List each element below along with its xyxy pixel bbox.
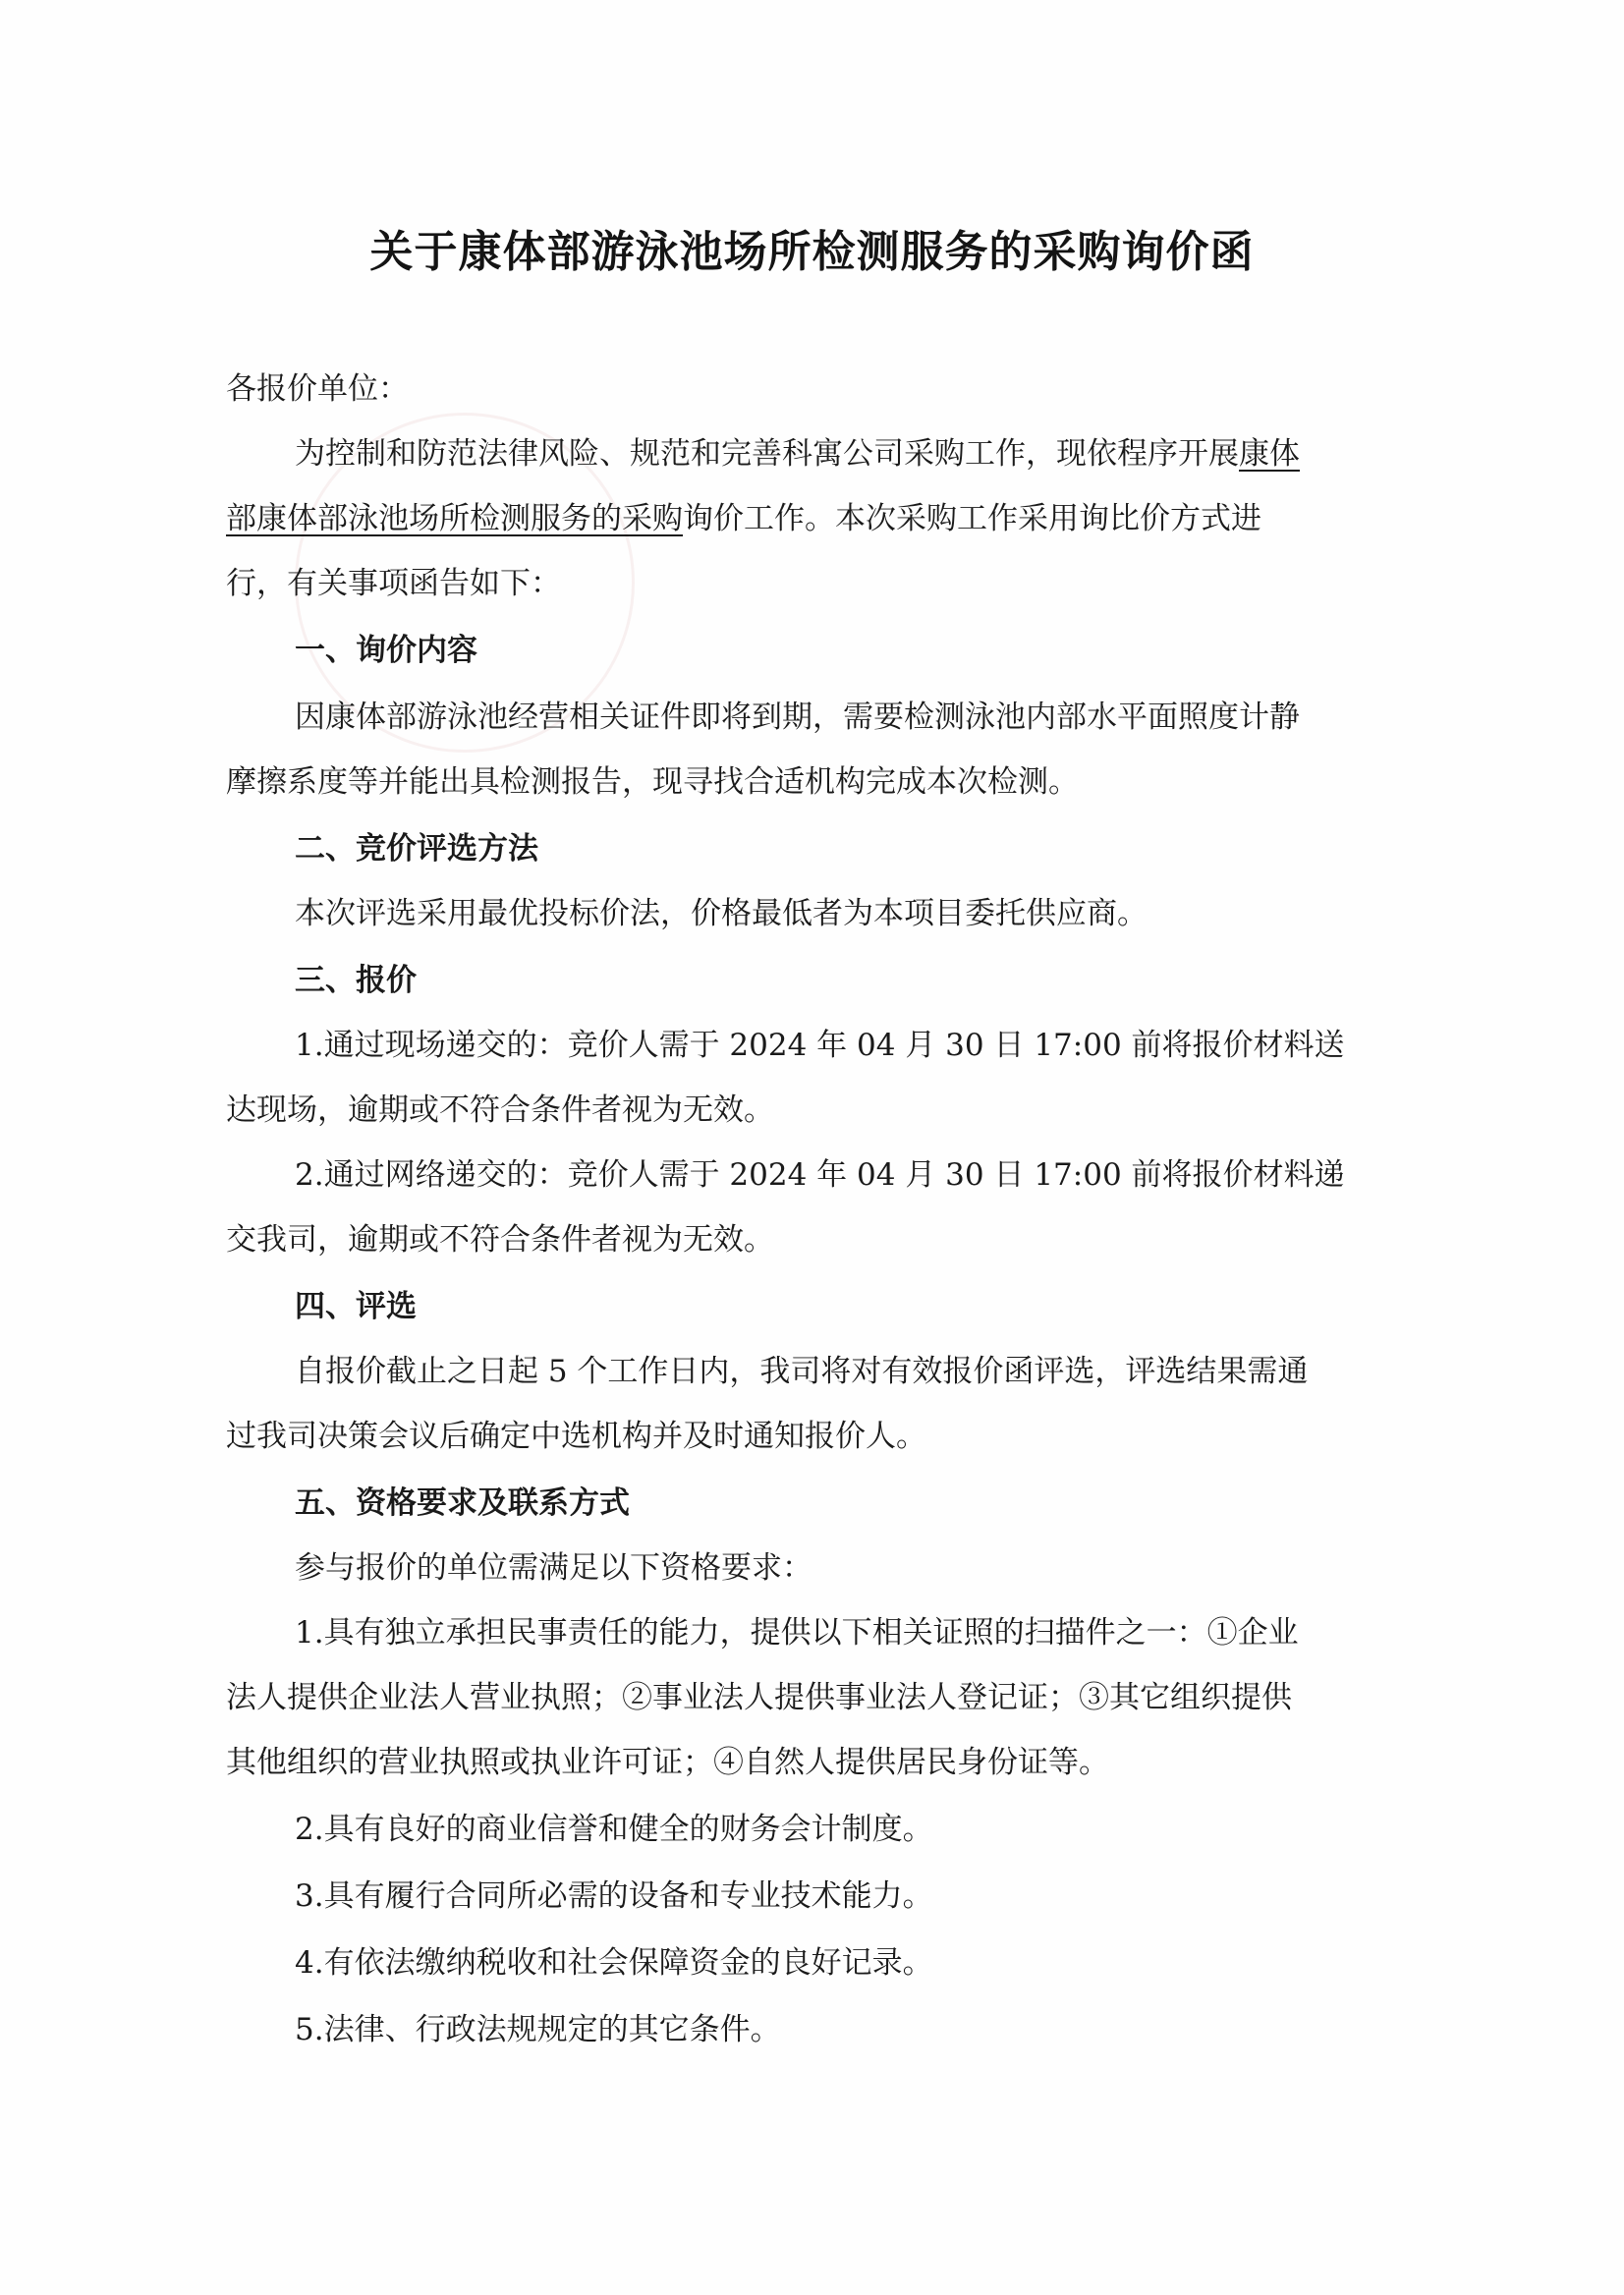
list-item-line: 交我司，逾期或不符合条件者视为无效。 [226,1222,774,1258]
list-item-line: 法人提供企业法人营业执照；②事业法人提供事业法人登记证；③其它组织提供 [226,1680,1292,1715]
list-item-line: 2.具有良好的商业信誉和健全的财务会计制度。 [295,1812,933,1847]
list-item-line: 1.通过现场递交的：竞价人需于 2024 年 04 月 30 日 17:00 前将报价材料送 [295,1028,1345,1063]
paragraph-line: 过我司决策会议后确定中选机构并及时通知报价人。 [226,1419,926,1454]
intro-text: 询价工作。本次采购工作采用询比价方式进 [683,501,1261,536]
list-item-line: 3.具有履行合同所必需的设备和专业技术能力。 [295,1878,933,1914]
list-item-line: 其他组织的营业执照或执业许可证；④自然人提供居民身份证等。 [226,1745,1109,1780]
section-heading-quotation: 三、报价 [295,963,417,998]
paragraph-line: 本次评选采用最优投标价法，价格最低者为本项目委托供应商。 [295,896,1148,931]
paragraph-line: 因康体部游泳池经营相关证件即将到期，需要检测泳池内部水平面照度计静 [295,700,1300,735]
project-name-underlined: 康体 [1239,436,1300,472]
list-item-line: 1.具有独立承担民事责任的能力，提供以下相关证照的扫描件之一：①企业 [295,1615,1299,1651]
section-heading-selection: 四、评选 [295,1289,417,1324]
list-item-line: 5.法律、行政法规规定的其它条件。 [295,2012,781,2047]
paragraph-line: 参与报价的单位需满足以下资格要求： [295,1550,812,1586]
section-heading-evaluation-method: 二、竞价评选方法 [295,831,538,867]
section-heading-inquiry: 一、询价内容 [295,633,477,668]
section-heading-qualifications: 五、资格要求及联系方式 [295,1485,630,1521]
list-item-line: 4.有依法缴纳税收和社会保障资金的良好记录。 [295,1945,933,1981]
paragraph-line: 摩擦系度等并能出具检测报告，现寻找合适机构完成本次检测。 [226,764,1079,800]
project-name-underlined: 部康体部泳池场所检测服务的采购 [226,501,683,536]
intro-line-3: 行，有关事项函告如下： [226,566,561,601]
paragraph-line: 自报价截止之日起 5 个工作日内，我司将对有效报价函评选，评选结果需通 [295,1354,1309,1389]
intro-line-2 [226,499,1261,538]
list-item-line: 达现场，逾期或不符合条件者视为无效。 [226,1092,774,1128]
list-item-line: 2.通过网络递交的：竞价人需于 2024 年 04 月 30 日 17:00 前将报价材料递 [295,1157,1345,1193]
intro-text: 为控制和防范法律风险、规范和完善科寓公司采购工作，现依程序开展 [295,436,1239,472]
intro-line-1 [295,434,1300,474]
salutation: 各报价单位： [226,371,409,407]
document-title: 关于康体部游泳池场所检测服务的采购询价函 [369,227,1255,277]
